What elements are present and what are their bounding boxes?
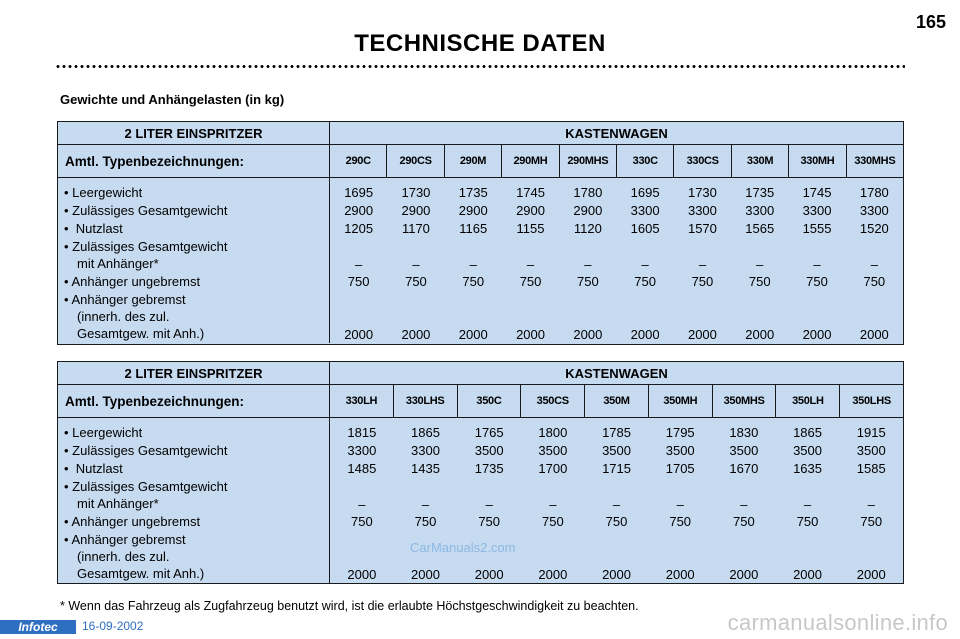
value-ungebremst: 750 (691, 274, 714, 289)
value-nutzlast: 1165 (459, 221, 488, 236)
value-nutzlast: 1520 (859, 221, 889, 236)
value-gesamtgewicht: 3300 (347, 443, 377, 458)
value-leergewicht: 1735 (458, 185, 488, 200)
value-column-330cs (674, 178, 731, 343)
value-mit-anhaenger: – (421, 497, 430, 512)
type-code-350c: 350C (458, 385, 522, 417)
value-ungebremst: 750 (605, 514, 628, 529)
page-title: TECHNISCHE DATEN (354, 30, 606, 57)
value-nutzlast: 1705 (665, 461, 695, 476)
label-gebremst-text: • Anhänger gebremst (64, 292, 186, 307)
label-mit-anhaenger (64, 478, 329, 513)
value-column-330lh (330, 418, 394, 583)
label-nutzlast (64, 460, 329, 478)
value-column-330mhs (846, 178, 903, 343)
value-gebremst: 2000 (630, 327, 660, 342)
page-number: 165 (915, 12, 946, 32)
value-nutzlast: 1670 (729, 461, 759, 476)
label-ungebremst-text: • Anhänger ungebremst (64, 514, 201, 529)
value-mit-anhaenger: – (549, 497, 557, 512)
value-gesamtgewicht: 3300 (411, 443, 440, 458)
label-gesamtgewicht-text: • Zulässiges Gesamtgewicht (64, 203, 228, 218)
value-gebremst: 2000 (859, 327, 889, 342)
value-mit-anhaenger: – (740, 497, 748, 512)
label-leergewicht (64, 184, 329, 202)
label-ungebremst-text: • Anhänger ungebremst (64, 274, 201, 289)
type-designation-label: Amtl. Typenbezeichnungen: (58, 385, 330, 417)
section-title: Gewichte und Anhängelasten (in kg) (60, 92, 285, 107)
value-gebremst: 2000 (516, 327, 545, 342)
value-leergewicht: 1800 (538, 425, 568, 440)
infotec-badge: Infotec (0, 620, 76, 634)
value-mit-anhaenger: – (358, 497, 366, 512)
type-code-290c: 290C (330, 145, 387, 177)
value-gesamtgewicht: 3500 (474, 443, 504, 458)
value-leergewicht: 1780 (573, 185, 603, 200)
value-gebremst: 2000 (745, 327, 775, 342)
label-gebremst-text: (innerh. des zul. (77, 309, 170, 324)
value-ungebremst: 750 (347, 274, 370, 289)
value-leergewicht: 1865 (793, 425, 822, 440)
value-mit-anhaenger: – (355, 257, 363, 272)
value-gesamtgewicht: 3500 (856, 443, 886, 458)
value-ungebremst: 750 (634, 274, 656, 289)
type-code-290m: 290M (445, 145, 502, 177)
row-labels (58, 178, 330, 343)
overlay-watermark: CarManuals2.com (410, 540, 516, 555)
value-mit-anhaenger: – (803, 497, 812, 512)
value-ungebremst: 750 (669, 514, 692, 529)
value-nutzlast: 1205 (344, 221, 374, 236)
value-gebremst: 2000 (802, 327, 832, 342)
value-ungebremst: 750 (748, 274, 771, 289)
value-gebremst: 2000 (602, 567, 631, 582)
value-nutzlast: 1435 (411, 461, 440, 476)
value-mit-anhaenger: – (641, 257, 649, 272)
value-ungebremst: 750 (478, 514, 501, 529)
value-mit-anhaenger: – (612, 497, 621, 512)
value-ungebremst: 750 (414, 514, 437, 529)
type-code-350mhs: 350MHS (713, 385, 777, 417)
table-header-row (58, 122, 903, 145)
value-leergewicht: 1745 (516, 185, 545, 200)
value-column-330lhs (394, 418, 458, 583)
value-nutzlast: 1155 (516, 221, 545, 236)
row-labels (58, 418, 330, 583)
value-ungebremst: 750 (405, 274, 427, 289)
value-leergewicht: 1765 (474, 425, 504, 440)
type-code-290mh: 290MH (502, 145, 559, 177)
value-column-350lhs (839, 418, 903, 583)
value-leergewicht: 1735 (745, 185, 775, 200)
body-type-label: KASTENWAGEN (565, 125, 668, 141)
value-leergewicht: 1795 (665, 425, 695, 440)
value-leergewicht: 1865 (411, 425, 440, 440)
value-mit-anhaenger: – (584, 257, 592, 272)
value-nutzlast: 1700 (538, 461, 568, 476)
value-mit-anhaenger: – (756, 257, 764, 272)
value-leergewicht: 1830 (729, 425, 759, 440)
value-gebremst: 2000 (856, 567, 886, 582)
label-nutzlast (64, 220, 329, 238)
value-nutzlast: 1485 (347, 461, 377, 476)
value-ungebremst: 750 (860, 514, 883, 529)
label-ungebremst (64, 513, 329, 531)
value-mit-anhaenger: – (485, 497, 493, 512)
value-nutzlast: 1555 (802, 221, 832, 236)
value-nutzlast: 1635 (793, 461, 822, 476)
value-mit-anhaenger: – (867, 497, 875, 512)
type-code-330lhs: 330LHS (394, 385, 458, 417)
body-type-label: KASTENWAGEN (565, 365, 668, 381)
table-header-row (58, 362, 903, 385)
label-gesamtgewicht (64, 442, 329, 460)
value-nutzlast: 1570 (687, 221, 717, 236)
value-gesamtgewicht: 2900 (573, 203, 603, 218)
value-ungebremst: 750 (542, 514, 564, 529)
value-gesamtgewicht: 3300 (802, 203, 832, 218)
value-gebremst: 2000 (474, 567, 504, 582)
type-code-330cs: 330CS (674, 145, 731, 177)
type-code-350mh: 350MH (649, 385, 713, 417)
value-gesamtgewicht: 3500 (793, 443, 822, 458)
value-gebremst: 2000 (687, 327, 717, 342)
value-mit-anhaenger: – (676, 497, 684, 512)
value-gebremst: 2000 (458, 327, 488, 342)
value-leergewicht: 1695 (344, 185, 374, 200)
label-gebremst (64, 531, 329, 583)
value-gebremst: 2000 (665, 567, 695, 582)
label-gebremst-text: (innerh. des zul. (77, 549, 170, 564)
type-code-350cs: 350CS (521, 385, 585, 417)
value-column-290mh (502, 178, 559, 343)
value-leergewicht: 1730 (687, 185, 717, 200)
label-gebremst-text: Gesamtgew. mit Anh.) (77, 566, 205, 581)
value-ungebremst: 750 (519, 274, 542, 289)
print-date: 16-09-2002 (82, 619, 144, 633)
value-nutzlast: 1565 (745, 221, 775, 236)
value-gesamtgewicht: 2900 (458, 203, 488, 218)
value-nutzlast: 1735 (474, 461, 504, 476)
value-column-290m (445, 178, 502, 343)
value-nutzlast: 1585 (856, 461, 886, 476)
value-gesamtgewicht: 2900 (401, 203, 431, 218)
value-gesamtgewicht: 2900 (516, 203, 545, 218)
value-gebremst: 2000 (793, 567, 822, 582)
type-code-350lhs: 350LHS (852, 395, 891, 407)
value-leergewicht: 1915 (856, 425, 886, 440)
label-mit-anhaenger-text: mit Anhänger* (77, 256, 159, 271)
value-gesamtgewicht: 3300 (630, 203, 660, 218)
value-gesamtgewicht: 3500 (602, 443, 631, 458)
type-designation-label: Amtl. Typenbezeichnungen: (58, 145, 330, 177)
value-gebremst: 2000 (538, 567, 568, 582)
label-ungebremst (64, 273, 329, 291)
label-gebremst-text: Gesamtgew. mit Anh.) (77, 326, 205, 341)
value-nutzlast: 1605 (630, 221, 660, 236)
engine-label: 2 LITER EINSPRITZER (58, 122, 330, 144)
value-nutzlast: 1715 (602, 461, 631, 476)
label-leergewicht (64, 424, 329, 442)
value-ungebremst: 750 (863, 274, 886, 289)
value-column-330m (731, 178, 788, 343)
label-mit-anhaenger-text: • Zulässiges Gesamtgewicht (64, 239, 228, 254)
value-column-290mhs (559, 178, 616, 343)
value-nutzlast: 1170 (401, 221, 430, 236)
value-gesamtgewicht: 3300 (687, 203, 717, 218)
site-watermark: carmanualsonline.info (727, 610, 948, 635)
value-leergewicht: 1730 (401, 185, 431, 200)
type-code-row (58, 385, 903, 418)
value-mit-anhaenger: – (526, 257, 535, 272)
value-column-350c (457, 418, 521, 583)
value-column-350mh (648, 418, 712, 583)
value-gesamtgewicht: 3500 (665, 443, 695, 458)
label-leergewicht-text: • Leergewicht (64, 425, 143, 440)
type-code-330mhs: 330MHS (854, 155, 896, 167)
value-mit-anhaenger: – (813, 257, 821, 272)
weights-body (58, 178, 903, 343)
value-ungebremst: 750 (796, 514, 819, 529)
value-nutzlast: 1120 (573, 221, 602, 236)
value-mit-anhaenger: – (870, 257, 878, 272)
label-mit-anhaenger-text: mit Anhänger* (77, 496, 159, 511)
label-mit-anhaenger (64, 238, 329, 273)
value-column-350mhs (712, 418, 776, 583)
value-ungebremst: 750 (350, 514, 373, 529)
value-leergewicht: 1745 (802, 185, 832, 200)
label-gebremst-text: • Anhänger gebremst (64, 532, 186, 547)
dotted-divider (55, 64, 905, 69)
value-column-290cs (387, 178, 444, 343)
value-gesamtgewicht: 3500 (729, 443, 759, 458)
type-code-290cs: 290CS (387, 145, 444, 177)
value-column-350lh (776, 418, 840, 583)
value-gebremst: 2000 (411, 567, 440, 582)
type-code-330lh: 330LH (330, 385, 394, 417)
value-mit-anhaenger: – (412, 257, 420, 272)
label-nutzlast-text: • Nutzlast (64, 221, 123, 236)
value-gesamtgewicht: 3300 (745, 203, 775, 218)
type-code-330c: 330C (617, 145, 674, 177)
value-gebremst: 2000 (573, 327, 603, 342)
value-gesamtgewicht: 2900 (344, 203, 374, 218)
value-gebremst: 2000 (347, 567, 377, 582)
value-leergewicht: 1695 (630, 185, 660, 200)
value-leergewicht: 1780 (859, 185, 889, 200)
value-column-290c (330, 178, 387, 343)
type-code-290mhs: 290MHS (560, 145, 617, 177)
type-code-350lh: 350LH (776, 385, 840, 417)
value-gebremst: 2000 (401, 327, 431, 342)
weights-table-1 (57, 121, 904, 345)
value-column-350cs (521, 418, 585, 583)
label-gebremst (64, 291, 329, 343)
value-leergewicht: 1785 (602, 425, 631, 440)
value-mit-anhaenger: – (469, 257, 477, 272)
value-ungebremst: 750 (462, 274, 485, 289)
footnote: * Wenn das Fahrzeug als Zugfahrzeug benutzt wird, ist die erlaubte Höchstgeschwindigkeit zu beachten. (60, 599, 639, 613)
value-column-350m (585, 418, 649, 583)
type-code-330m: 330M (732, 145, 789, 177)
value-gesamtgewicht: 3500 (538, 443, 568, 458)
value-gesamtgewicht: 3300 (859, 203, 889, 218)
value-gebremst: 2000 (344, 327, 374, 342)
value-column-330c (616, 178, 673, 343)
value-ungebremst: 750 (576, 274, 599, 289)
label-gesamtgewicht-text: • Zulässiges Gesamtgewicht (64, 443, 228, 458)
label-mit-anhaenger-text: • Zulässiges Gesamtgewicht (64, 479, 228, 494)
type-code-row (58, 145, 903, 178)
type-code-330mh: 330MH (789, 145, 846, 177)
label-leergewicht-text: • Leergewicht (64, 185, 143, 200)
value-ungebremst: 750 (806, 274, 828, 289)
weights-body (58, 418, 903, 583)
label-gesamtgewicht (64, 202, 329, 220)
value-gebremst: 2000 (729, 567, 759, 582)
type-code-350m: 350M (585, 385, 649, 417)
value-mit-anhaenger: – (698, 257, 707, 272)
value-leergewicht: 1815 (347, 425, 377, 440)
value-ungebremst: 750 (733, 514, 755, 529)
engine-label: 2 LITER EINSPRITZER (58, 362, 330, 384)
value-column-330mh (788, 178, 845, 343)
label-nutzlast-text: • Nutzlast (64, 461, 123, 476)
